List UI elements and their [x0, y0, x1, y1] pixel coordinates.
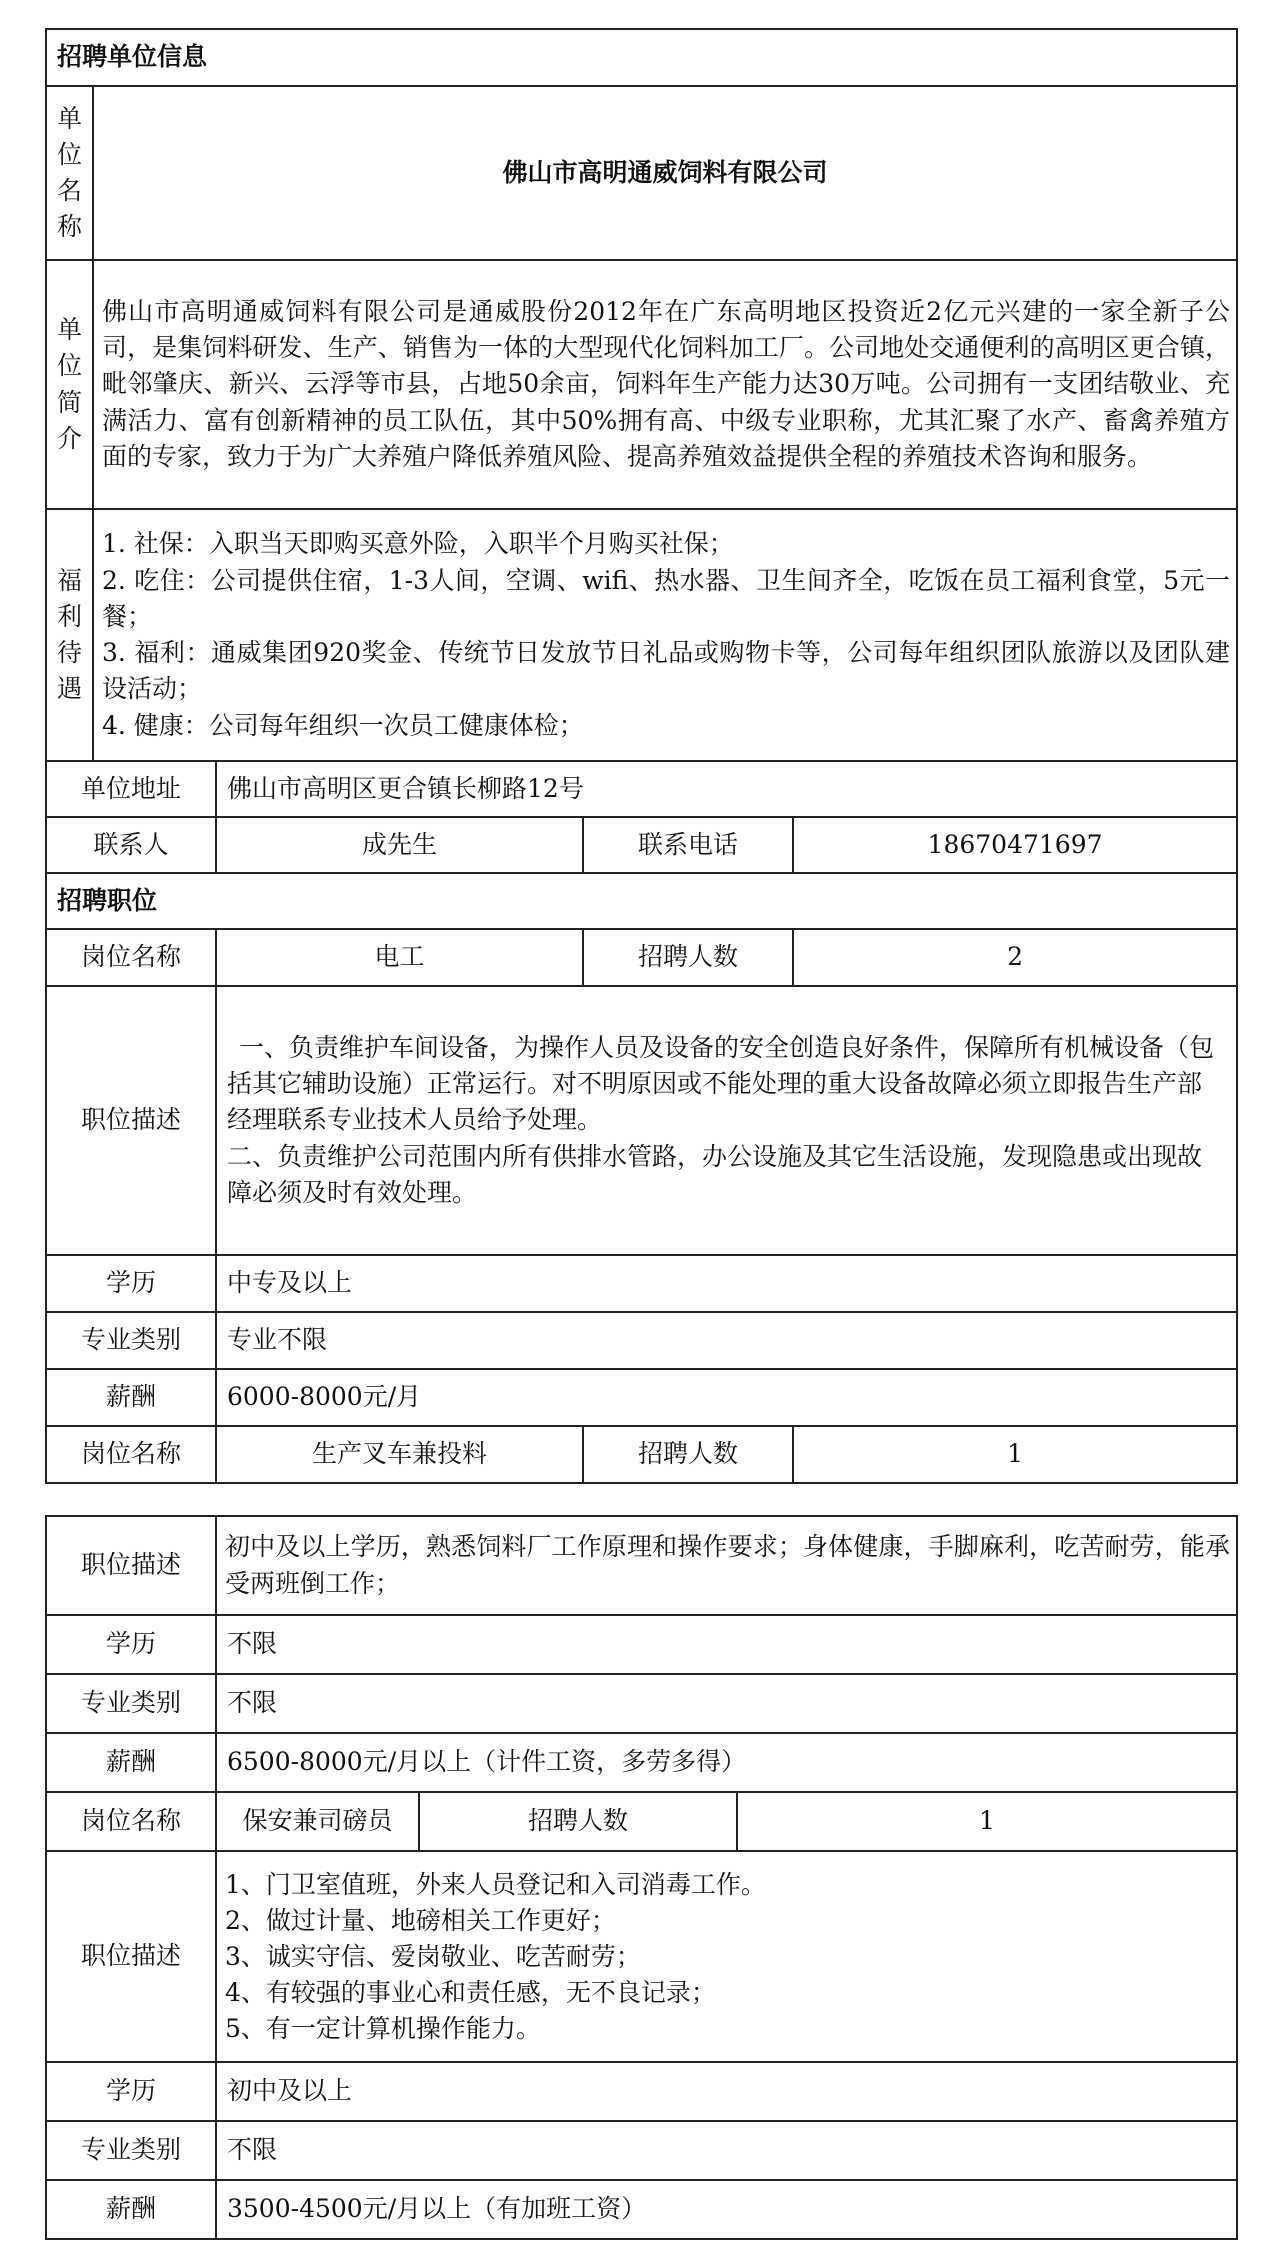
welfare-list — [93, 509, 1237, 761]
welfare-item: 3. 福利：通威集团920奖金、传统节日发放节日礼品或购物卡等，公司每年组织团队旅游以及团队建设活动； — [102, 638, 1231, 704]
address-label: 单位地址 — [46, 761, 216, 817]
description-item: 3、诚实守信、爱岗敬业、吃苦耐劳； — [225, 1941, 641, 1971]
welfare-item: 2. 吃住：公司提供住宿，1-3人间，空调、wifi、热水器、卫生间齐全，吃饭在员工福利食堂，5元一餐； — [102, 565, 1231, 631]
salary-label: 薪酬 — [46, 2180, 216, 2239]
job-description — [216, 986, 1237, 1255]
job-count: 1 — [737, 1792, 1237, 1851]
phone-label: 联系电话 — [583, 817, 793, 873]
major-value: 不限 — [216, 2121, 1237, 2180]
address-value: 佛山市高明区更合镇长柳路12号 — [216, 761, 1237, 817]
welfare-label: 福 利 待 遇 — [46, 509, 93, 761]
post-label: 岗位名称 — [46, 1426, 216, 1483]
company-intro-label: 单 位 简 介 — [46, 260, 93, 509]
section-jobs-heading: 招聘职位 — [46, 873, 1237, 929]
salary-label: 薪酬 — [46, 1733, 216, 1792]
salary-label: 薪酬 — [46, 1369, 216, 1426]
edu-label: 学历 — [46, 2062, 216, 2121]
job-row — [46, 929, 1237, 986]
post-label: 岗位名称 — [46, 1792, 216, 1851]
welfare-item: 4. 健康：公司每年组织一次员工健康体检； — [102, 710, 584, 740]
recruitment-table-1 — [45, 28, 1238, 1484]
description-item: 5、有一定计算机操作能力。 — [225, 2013, 541, 2043]
desc-label: 职位描述 — [46, 1516, 216, 1615]
recruitment-table-2 — [45, 1515, 1238, 2240]
company-intro: 佛山市高明通威饲料有限公司是通威股份2012年在广东高明地区投资近2亿元兴建的一家全新子公司，是集饲料研发、生产、销售为一体的大型现代化饲料加工厂。公司地处交通便利的高明区更合镇，毗邻肇庆、新兴、云浮等市县，占地50余亩，饲料年生产能力达30万吨。公司拥有一支团结敬业、充满活力、富有创新精神的员工队伍，其中50%拥有高、中级专业职称，尤其汇聚了水产、畜禽养殖方面的专家，致力于为广大养殖户降低养殖风险、提高养殖效益提供全程的养殖技术咨询和服务。 — [93, 260, 1237, 509]
job-title: 电工 — [216, 929, 583, 986]
major-label: 专业类别 — [46, 1312, 216, 1369]
job-count: 1 — [793, 1426, 1237, 1483]
description-item: 4、有较强的事业心和责任感，无不良记录； — [225, 1977, 716, 2007]
desc-label: 职位描述 — [46, 986, 216, 1255]
job-title: 保安兼司磅员 — [216, 1792, 419, 1851]
edu-label: 学历 — [46, 1615, 216, 1674]
edu-value: 不限 — [216, 1615, 1237, 1674]
edu-label: 学历 — [46, 1255, 216, 1312]
major-label: 专业类别 — [46, 2121, 216, 2180]
job-description: 初中及以上学历，熟悉饲料厂工作原理和操作要求；身体健康，手脚麻利，吃苦耐劳，能承受两班倒工作； — [216, 1516, 1237, 1615]
welfare-item: 1. 社保：入职当天即购买意外险，入职半个月购买社保； — [102, 529, 734, 559]
description-paragraph: 二、负责维护公司范围内所有供排水管路，办公设施及其它生活设施，发现隐患或出现故障必须及时有效处理。 — [227, 1141, 1203, 1207]
edu-value: 中专及以上 — [216, 1255, 1237, 1312]
section-company-heading: 招聘单位信息 — [46, 29, 1237, 86]
job-description — [216, 1851, 1237, 2062]
count-label: 招聘人数 — [419, 1792, 737, 1851]
job-count: 2 — [793, 929, 1237, 986]
job-row — [46, 1426, 1237, 1483]
salary-value: 3500-4500元/月以上（有加班工资） — [216, 2180, 1237, 2239]
desc-label: 职位描述 — [46, 1851, 216, 2062]
company-name-label: 单 位 名 称 — [46, 86, 93, 260]
count-label: 招聘人数 — [583, 1426, 793, 1483]
major-value: 专业不限 — [216, 1312, 1237, 1369]
job-title: 生产叉车兼投料 — [216, 1426, 583, 1483]
description-item: 2、做过计量、地磅相关工作更好； — [225, 1905, 616, 1935]
contact-value: 成先生 — [216, 817, 583, 873]
major-value: 不限 — [216, 1674, 1237, 1733]
salary-value: 6000-8000元/月 — [216, 1369, 1237, 1426]
count-label: 招聘人数 — [583, 929, 793, 986]
job-row — [46, 1792, 1237, 1851]
phone-value: 18670471697 — [793, 817, 1237, 873]
post-label: 岗位名称 — [46, 929, 216, 986]
contact-label: 联系人 — [46, 817, 216, 873]
description-paragraph: 一、负责维护车间设备，为操作人员及设备的安全创造良好条件，保障所有机械设备（包括其它辅助设施）正常运行。对不明原因或不能处理的重大设备故障必须立即报告生产部经理联系专业技术人员给予处理。 — [227, 1032, 1215, 1135]
edu-value: 初中及以上 — [216, 2062, 1237, 2121]
salary-value: 6500-8000元/月以上（计件工资，多劳多得） — [216, 1733, 1237, 1792]
description-item: 1、门卫室值班，外来人员登记和入司消毒工作。 — [225, 1869, 766, 1899]
company-name: 佛山市高明通威饲料有限公司 — [93, 86, 1237, 260]
major-label: 专业类别 — [46, 1674, 216, 1733]
